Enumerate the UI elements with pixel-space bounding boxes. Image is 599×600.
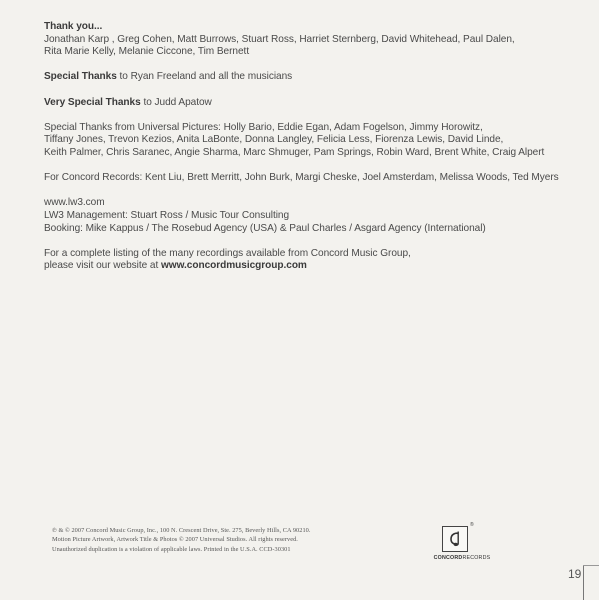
special-thanks-label: Special Thanks [44,71,117,83]
concord-records-line: For Concord Records: Kent Liu, Brett Merritt, John Burk, Margi Cheske, Joel Amsterdam, Melissa Woods, Ted Myers [44,172,559,184]
booking-line: Booking: Mike Kappus / The Rosebud Agency (USA) & Paul Charles / Asgard Agency (International) [44,222,486,234]
concord-records-section [44,172,564,185]
universal-line: Tiffany Jones, Trevon Kezios, Anita LaBonte, Donna Langley, Felicia Less, Fiorenza Lewis, David Linde, [44,134,504,146]
management-section [44,197,564,235]
listing-prefix: please visit our website at [44,260,161,272]
legal-line: Unauthorized duplication is a violation of applicable laws. Printed in the U.S.A. CCD-30301 [52,545,291,553]
universal-line: Special Thanks from Universal Pictures: Holly Bario, Eddie Egan, Adam Fogelson, Jimmy Horowitz, [44,121,483,133]
very-special-thanks-section [44,97,564,110]
thank-you-heading: Thank you... [44,21,103,32]
logo-wordmark: CONCORDRECORDS [433,555,491,561]
management-line: LW3 Management: Stuart Ross / Music Tour Consulting [44,209,290,221]
universal-thanks-section [44,122,564,160]
legal-notice [52,526,310,554]
legal-line: Motion Picture Artwork, Artwork Title & Photos © 2007 Universal Studios. All rights reserved. [52,536,298,544]
special-thanks-section [44,71,564,84]
concord-logo-icon [442,526,468,552]
concord-records-logo [428,522,496,564]
special-thanks-text: to Ryan Freeland and all the musicians [116,71,293,83]
page-number: 19 [568,567,582,581]
credits-text [44,21,564,285]
concord-logo-glyph [443,527,467,551]
listing-line: For a complete listing of the many recordings available from Concord Music Group, [44,247,411,259]
listing-section [44,248,564,273]
page-corner-line [583,565,584,600]
website-link[interactable]: www.concordmusicgroup.com [160,260,307,272]
very-special-thanks-label: Very Special Thanks [44,96,141,108]
thank-you-line: Jonathan Karp , Greg Cohen, Matt Burrows, Stuart Ross, Harriet Sternberg, David Whitehead, Paul Dalen, [44,33,515,45]
page-corner-line [583,565,599,566]
thank-you-section [44,21,564,59]
management-website: www.lw3.com [44,197,105,209]
thank-you-line: Rita Marie Kelly, Melanie Ciccone, Tim Bernett [44,46,250,58]
universal-line: Keith Palmer, Chris Saranec, Angie Sharma, Marc Shmuger, Pam Springs, Robin Ward, Brent White, Craig Alpert [44,146,545,158]
registered-mark: ® [470,522,474,528]
very-special-thanks-text: to Judd Apatow [140,96,212,108]
legal-line: ℗ & © 2007 Concord Music Group, Inc., 100 N. Crescent Drive, Ste. 275, Beverly Hills, CA 90210. [52,527,311,534]
